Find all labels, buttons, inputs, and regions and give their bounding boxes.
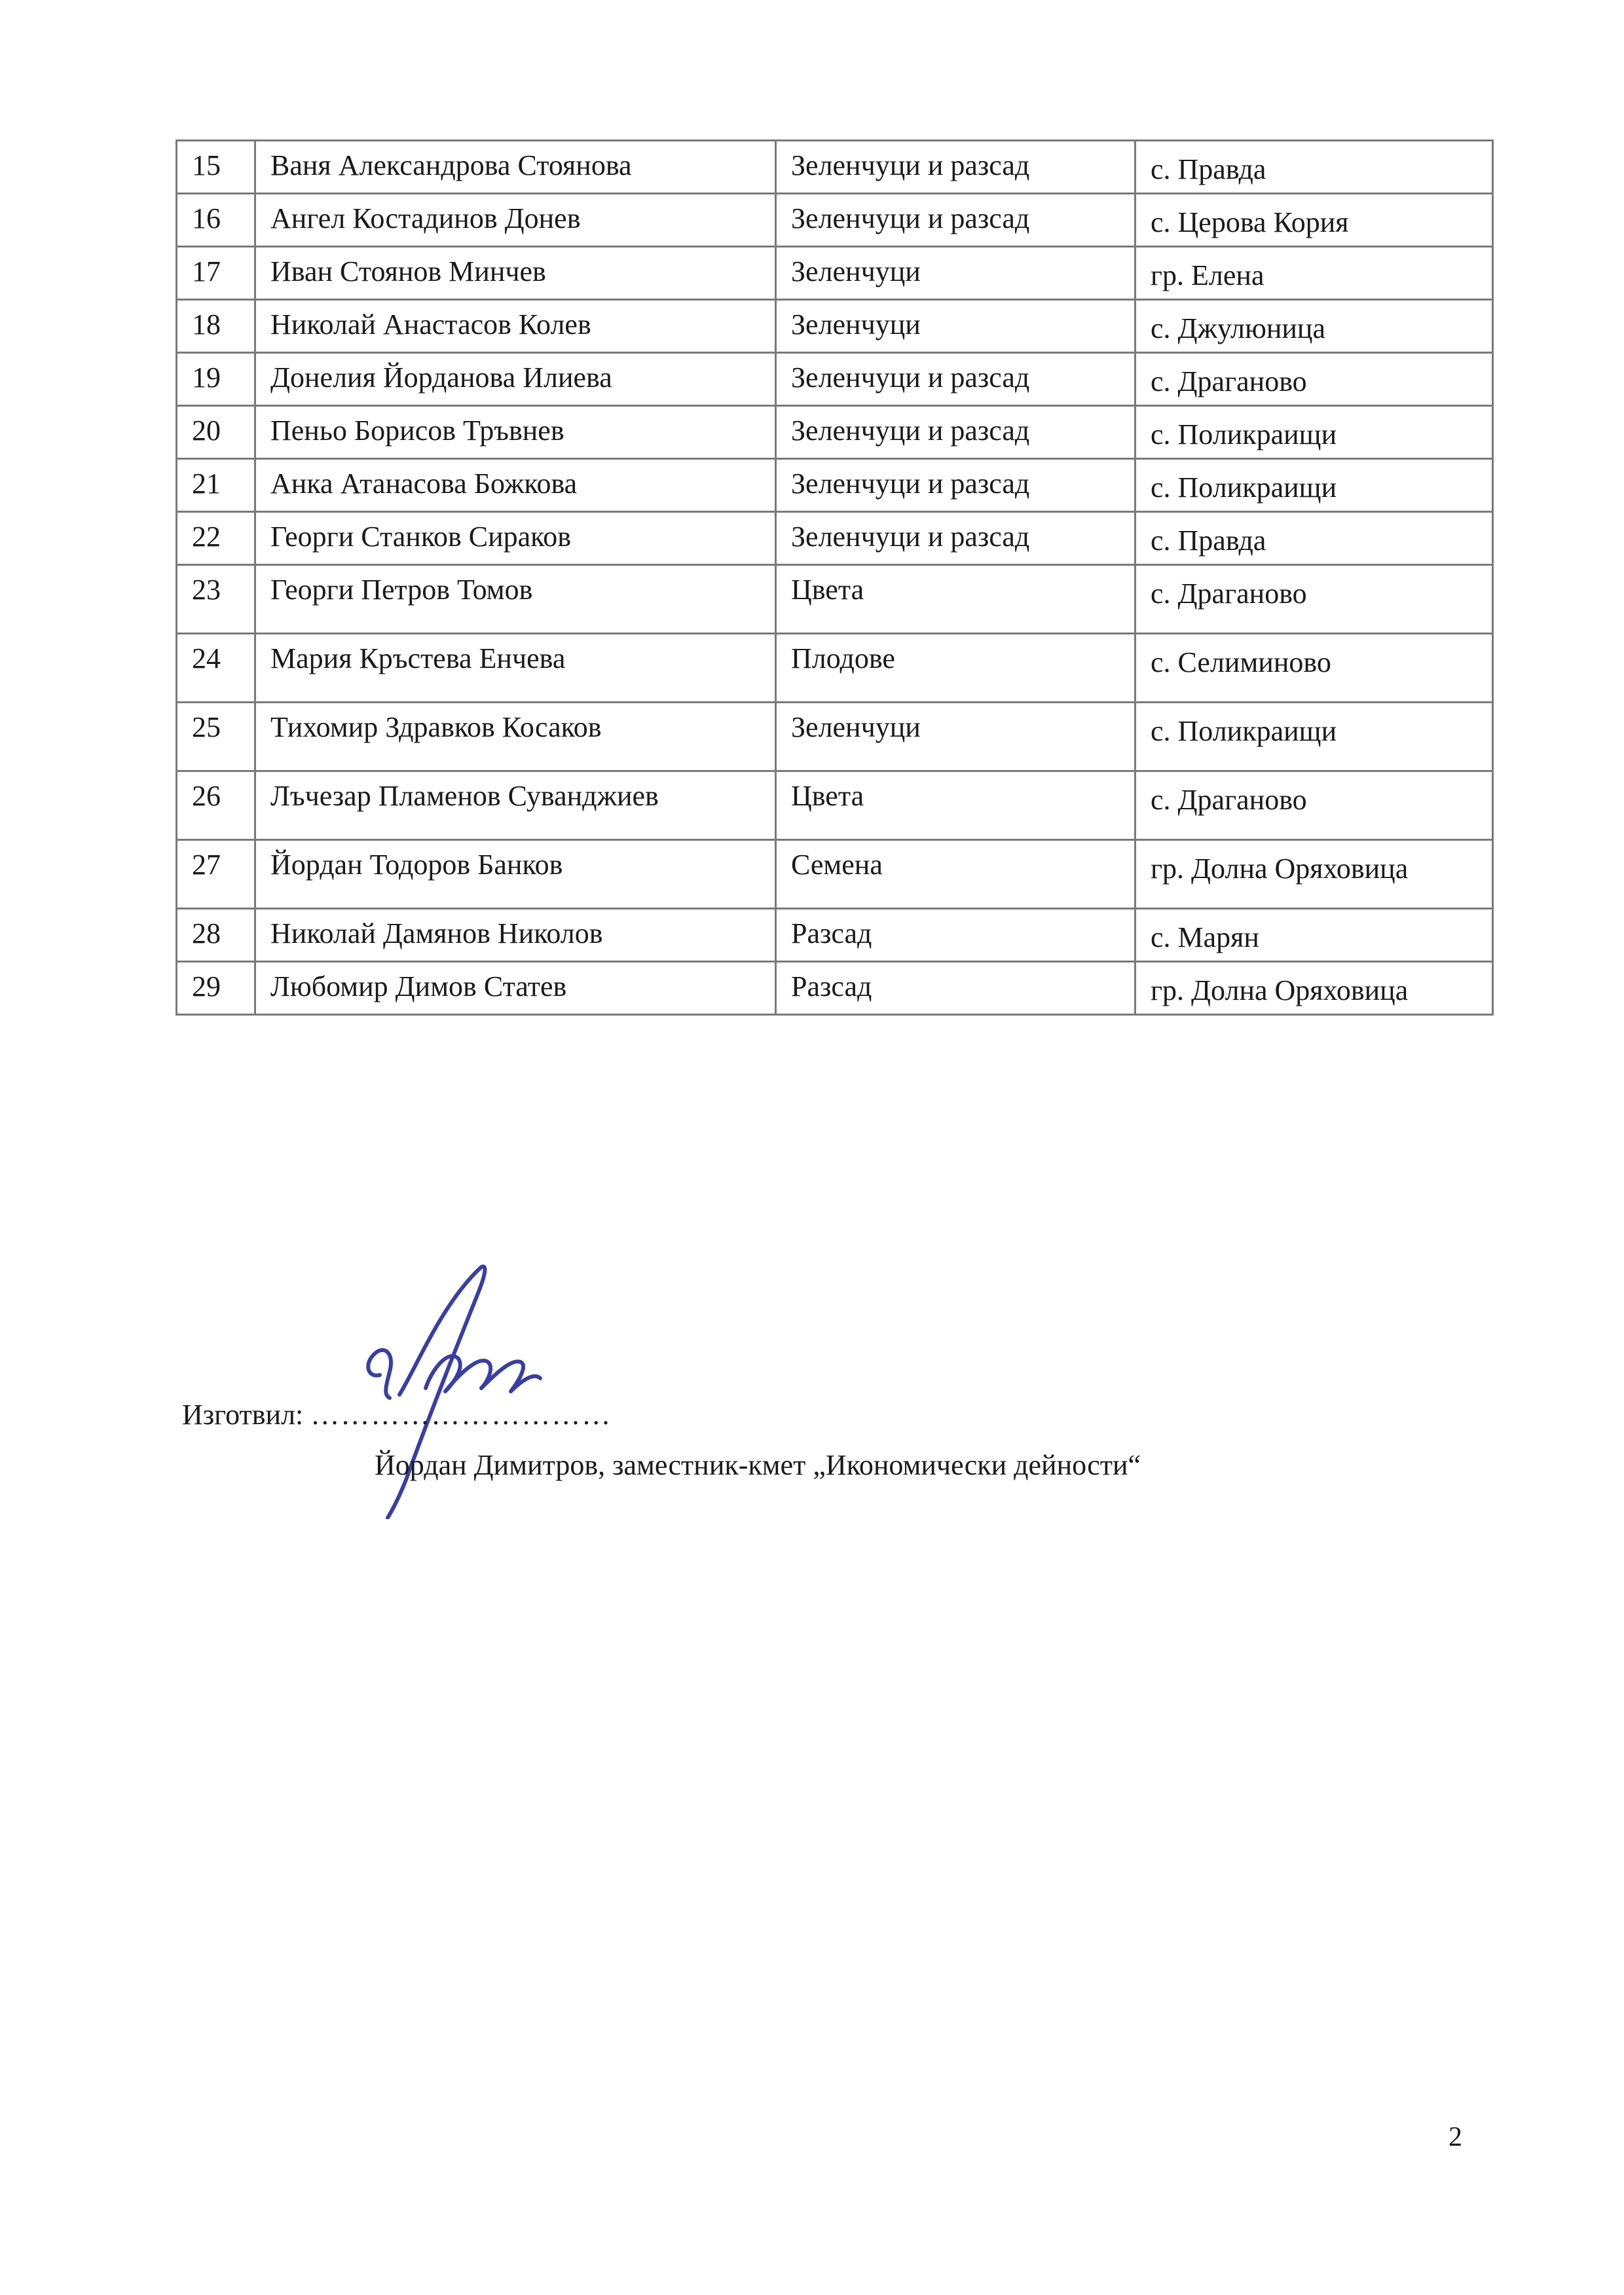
table-row (177, 353, 1493, 406)
product-type: Цвета (776, 565, 1135, 634)
page-number: 2 (1449, 2122, 1462, 2152)
product-type: Зеленчуци и разсад (776, 194, 1135, 247)
producer-name: Анка Атанасова Божкова (255, 459, 776, 512)
producer-location: с. Селиминово (1135, 634, 1493, 703)
producer-name: Тихомир Здравков Косаков (255, 703, 776, 771)
producer-name: Пеньо Борисов Тръвнев (255, 406, 776, 459)
producer-location: гр. Елена (1135, 247, 1493, 300)
producer-location: с. Правда (1135, 512, 1493, 565)
table-row (177, 840, 1493, 909)
product-type: Семена (776, 840, 1135, 909)
producer-name: Йордан Тодоров Банков (255, 840, 776, 909)
row-number: 21 (177, 459, 255, 512)
producer-name: Любомир Димов Статев (255, 962, 776, 1015)
producer-name: Иван Стоянов Минчев (255, 247, 776, 300)
producer-location: с. Драганово (1135, 565, 1493, 634)
row-number: 20 (177, 406, 255, 459)
table-row (177, 406, 1493, 459)
producer-name: Николай Анастасов Колев (255, 300, 776, 353)
product-type: Зеленчуци и разсад (776, 512, 1135, 565)
row-number: 28 (177, 909, 255, 962)
table-row (177, 771, 1493, 840)
producer-location: с. Церова Кория (1135, 194, 1493, 247)
table-row (177, 300, 1493, 353)
row-number: 15 (177, 141, 255, 194)
table-row (177, 565, 1493, 634)
row-number: 25 (177, 703, 255, 771)
product-type: Зеленчуци и разсад (776, 353, 1135, 406)
product-type: Плодове (776, 634, 1135, 703)
prepared-by-label: Изготвил: (182, 1399, 304, 1431)
signature-dots: ………………………… (310, 1399, 612, 1431)
table-row (177, 141, 1493, 194)
producer-location: с. Драганово (1135, 353, 1493, 406)
product-type: Зеленчуци (776, 247, 1135, 300)
producer-location: с. Поликраищи (1135, 703, 1493, 771)
product-type: Цвета (776, 771, 1135, 840)
producer-name: Мария Кръстева Енчева (255, 634, 776, 703)
prepared-by-line (182, 1398, 612, 1431)
producer-name: Ваня Александрова Стоянова (255, 141, 776, 194)
row-number: 16 (177, 194, 255, 247)
producer-location: с. Правда (1135, 141, 1493, 194)
producer-name: Лъчезар Пламенов Суванджиев (255, 771, 776, 840)
producer-location: с. Драганово (1135, 771, 1493, 840)
producer-name: Донелия Йорданова Илиева (255, 353, 776, 406)
product-type: Зеленчуци (776, 703, 1135, 771)
row-number: 23 (177, 565, 255, 634)
row-number: 29 (177, 962, 255, 1015)
producer-location: с. Поликраищи (1135, 406, 1493, 459)
producer-location: с. Поликраищи (1135, 459, 1493, 512)
producers-table (175, 139, 1494, 1016)
table-row (177, 703, 1493, 771)
product-type: Зеленчуци (776, 300, 1135, 353)
row-number: 17 (177, 247, 255, 300)
producer-name: Ангел Костадинов Донев (255, 194, 776, 247)
producer-location: с. Марян (1135, 909, 1493, 962)
producer-name: Георги Петров Томов (255, 565, 776, 634)
table-row (177, 247, 1493, 300)
row-number: 24 (177, 634, 255, 703)
table-row (177, 512, 1493, 565)
row-number: 26 (177, 771, 255, 840)
product-type: Зеленчуци и разсад (776, 459, 1135, 512)
table-row (177, 962, 1493, 1015)
producer-name: Георги Станков Сираков (255, 512, 776, 565)
product-type: Разсад (776, 909, 1135, 962)
product-type: Зеленчуци и разсад (776, 141, 1135, 194)
table-row (177, 194, 1493, 247)
table-row (177, 459, 1493, 512)
product-type: Разсад (776, 962, 1135, 1015)
row-number: 22 (177, 512, 255, 565)
row-number: 19 (177, 353, 255, 406)
producer-location: гр. Долна Оряховица (1135, 840, 1493, 909)
table-row (177, 634, 1493, 703)
signatory-name: Йордан Димитров, заместник-кмет „Икономически дейности“ (375, 1449, 1141, 1481)
product-type: Зеленчуци и разсад (776, 406, 1135, 459)
row-number: 18 (177, 300, 255, 353)
table-row (177, 909, 1493, 962)
producer-name: Николай Дамянов Николов (255, 909, 776, 962)
producer-location: гр. Долна Оряховица (1135, 962, 1493, 1015)
row-number: 27 (177, 840, 255, 909)
producers-table-body (177, 141, 1493, 1015)
producer-location: с. Джулюница (1135, 300, 1493, 353)
